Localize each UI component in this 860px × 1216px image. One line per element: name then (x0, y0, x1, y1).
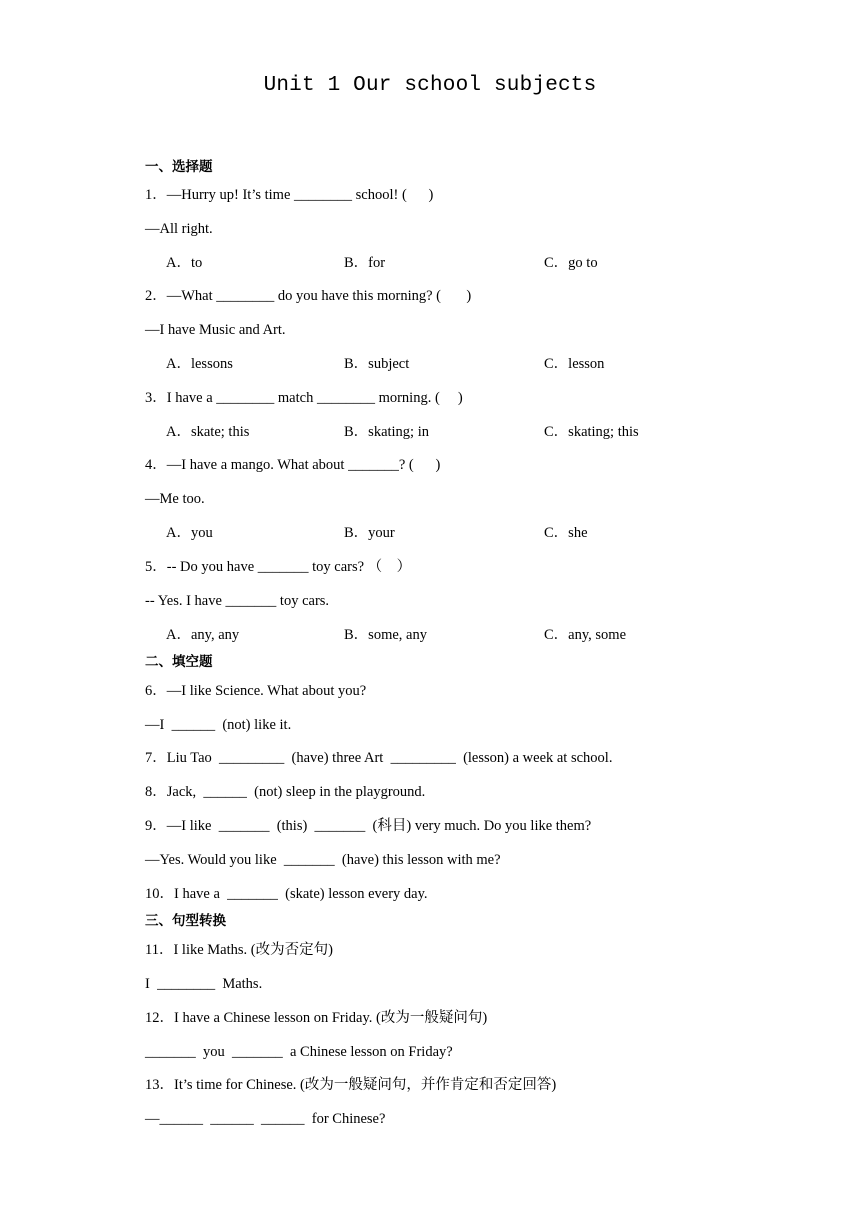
question-5-option-b: B．some, any (344, 627, 427, 643)
question-9-response: —Yes. Would you like _______ (have) this lesson with me? (145, 852, 501, 868)
question-9-stem: 9．—I like _______ (this) _______ (科目) very much. Do you like them? (145, 818, 592, 834)
question-8-stem: 8．Jack, ______ (not) sleep in the playground. (145, 784, 426, 800)
question-5-option-a: A．any, any (166, 627, 240, 643)
question-4-option-c: C．she (544, 525, 588, 541)
question-10-stem: 10．I have a _______ (skate) lesson every day. (145, 886, 428, 902)
question-5-response: -- Yes. I have _______ toy cars. (145, 593, 330, 609)
question-3-option-a: A．skate; this (166, 424, 250, 440)
question-4-option-b: B．your (344, 525, 395, 541)
question-2-response: —I have Music and Art. (145, 322, 286, 338)
section-heading-sentence-transform: 三、句型转换 (145, 913, 226, 929)
question-5-option-c: C．any, some (544, 627, 627, 643)
question-13-answer-line: —______ ______ ______ for Chinese? (145, 1111, 386, 1127)
question-4-stem: 4．—I have a mango. What about _______? ( ) (145, 457, 441, 473)
question-3-stem: 3．I have a ________ match ________ morning. ( ) (145, 390, 463, 406)
question-4-response: —Me too. (145, 491, 205, 507)
question-1-response: —All right. (145, 221, 213, 237)
question-2-option-c: C．lesson (544, 356, 605, 372)
question-1-option-c: C．go to (544, 255, 598, 271)
question-6-stem: 6．—I like Science. What about you? (145, 683, 367, 699)
page-title: Unit 1 Our school subjects (263, 74, 597, 97)
question-11-answer-line: I ________ Maths. (145, 976, 263, 992)
question-2-stem: 2．—What ________ do you have this morning? ( ) (145, 288, 472, 304)
question-4-option-a: A．you (166, 525, 213, 541)
question-7-stem: 7．Liu Tao _________ (have) three Art _________ (lesson) a week at school. (145, 750, 613, 766)
question-3-option-b: B．skating; in (344, 424, 429, 440)
question-13-stem: 13．It’s time for Chinese. (改为一般疑问句，并作肯定和否定回答) (145, 1077, 557, 1093)
question-3-option-c: C．skating; this (544, 424, 639, 440)
section-heading-multiple-choice: 一、选择题 (145, 159, 213, 175)
question-12-stem: 12．I have a Chinese lesson on Friday. (改为一般疑问句) (145, 1010, 488, 1026)
question-1-stem: 1．—Hurry up! It’s time ________ school! ( ) (145, 187, 434, 203)
question-6-response: —I ______ (not) like it. (145, 717, 292, 733)
question-11-stem: 11．I like Maths. (改为否定句) (145, 942, 333, 958)
question-5-stem: 5．-- Do you have _______ toy cars? （ ） (145, 559, 412, 575)
section-heading-fill-in: 二、填空题 (145, 654, 213, 670)
question-12-answer-line: _______ you _______ a Chinese lesson on Friday? (145, 1044, 453, 1060)
question-1-option-a: A．to (166, 255, 203, 271)
question-2-option-a: A．lessons (166, 356, 233, 372)
question-1-option-b: B．for (344, 255, 386, 271)
question-2-option-b: B．subject (344, 356, 410, 372)
